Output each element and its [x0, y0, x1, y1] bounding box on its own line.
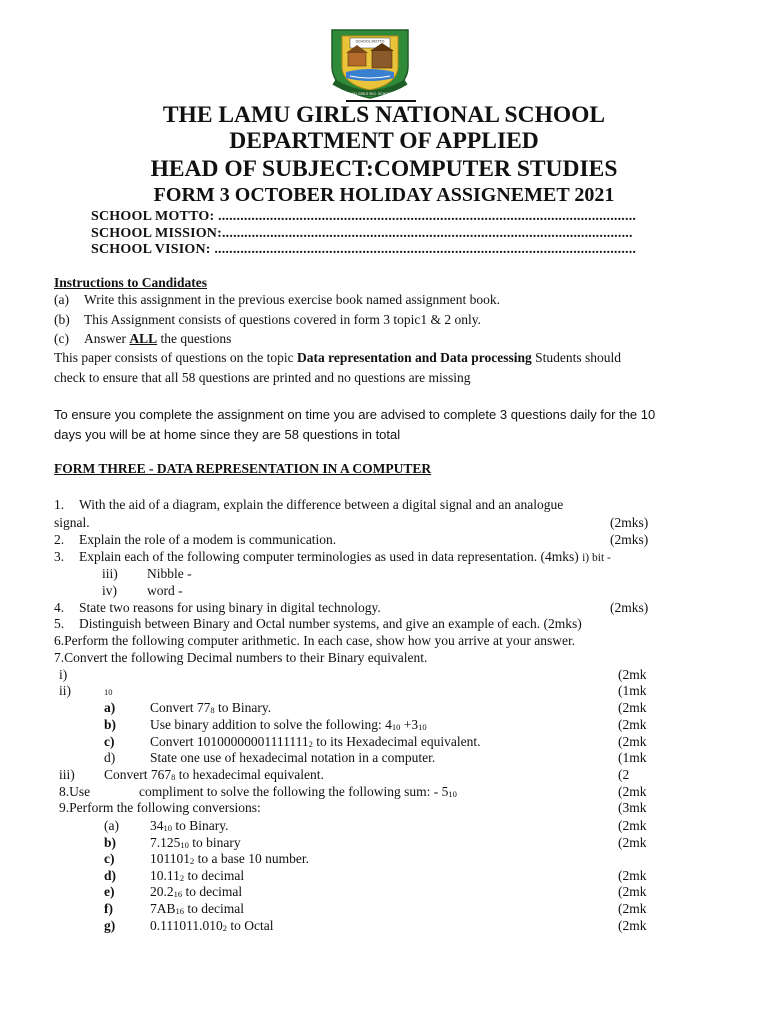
schedule-paragraph-line2: days you will be at home since they are 58 questions in total	[54, 427, 401, 442]
instruction-text-c: Answer ALL the questions	[84, 331, 232, 346]
q4-text: State two reasons for using binary in digital technology.	[79, 600, 381, 615]
q7b-text: Use binary addition to solve the following: $4_{10} +3_{10}$	[150, 717, 427, 732]
school-vision-line: SCHOOL VISION: ..................................................................................................................	[91, 242, 637, 257]
topic-paragraph-line1: This paper consists of questions on the topic Data representation and Data processing Students should	[54, 350, 621, 365]
q7a-label: a)	[104, 700, 116, 715]
q7-text: 7.Convert the following Decimal numbers to their Binary equivalent.	[54, 650, 428, 665]
instructions-heading: Instructions to Candidates	[54, 275, 208, 290]
q9g-text: $0.111011.010_2$ to Octal	[150, 918, 274, 933]
q3-text: Explain each of the following computer terminologies as used in data representation. (4mks) i) bit -	[79, 549, 611, 564]
q7b-marks: (2mk	[618, 717, 647, 732]
q5-text: Distinguish between Binary and Octal number systems, and give an example of each. (2mks)	[79, 616, 582, 631]
q9e-label: e)	[104, 884, 115, 899]
q9b-text: $7.125_{10}$ to binary	[150, 835, 241, 850]
subject-head-title: HEAD OF SUBJECT:COMPUTER STUDIES	[150, 156, 618, 182]
q7d-label: d)	[104, 750, 116, 765]
schedule-paragraph-line1: To ensure you complete the assignment on time you are advised to complete 3 questions daily for the 10	[54, 407, 656, 422]
instruction-text-b: This Assignment consists of questions covered in form 3 topic1 & 2 only.	[84, 312, 481, 327]
q8-text: compliment to solve the following the following sum: - $5_{10}$	[139, 784, 457, 799]
q9a-marks: (2mk	[618, 818, 647, 833]
q9c-text: $101101_2$ to a base 10 number.	[150, 851, 309, 866]
q3-iii-number: iii)	[102, 566, 118, 581]
q9g-label: g)	[104, 918, 116, 933]
q7-ii-number: ii)	[59, 683, 71, 698]
q9d-text: $10.11_2$ to decimal	[150, 868, 245, 883]
q7-iii-text: Convert $767_8$ to hexadecimal equivalent.	[104, 767, 324, 782]
q9f-marks: (2mk	[618, 901, 647, 916]
q9d-marks: (2mk	[618, 868, 647, 883]
q1-text-line1: With the aid of a diagram, explain the difference between a digital signal and an analogue	[79, 497, 564, 512]
q9f-label: f)	[104, 901, 113, 916]
q3-iv-text: word -	[147, 583, 183, 598]
q7b-label: b)	[104, 717, 117, 732]
section-heading: FORM THREE - DATA REPRESENTATION IN A COMPUTER	[54, 461, 432, 476]
q5-number: 5.	[54, 616, 65, 631]
q1-marks: (2mks)	[610, 515, 649, 530]
q9e-text: $20.2_{16}$ to decimal	[150, 884, 243, 899]
q7a-marks: (2mk	[618, 700, 647, 715]
department-title: DEPARTMENT OF APPLIED	[229, 128, 539, 154]
q7-iii-marks: (2	[618, 767, 630, 782]
q7c-label: c)	[104, 734, 115, 749]
instruction-marker-c: (c)	[54, 331, 69, 346]
q4-marks: (2mks)	[610, 600, 649, 615]
crest-ring-text: LAMU GIRLS SEC. SCHOOL	[347, 92, 393, 96]
q2-text: Explain the role of a modem is communication.	[79, 532, 337, 547]
instruction-text-a: Write this assignment in the previous exercise book named assignment book.	[84, 292, 500, 307]
q3-number: 3.	[54, 549, 65, 564]
q9a-text: $34_{10}$ to Binary.	[150, 818, 229, 833]
school-mission-line: SCHOOL MISSION:...............................................................................................................	[91, 226, 633, 241]
q2-marks: (2mks)	[610, 532, 649, 547]
school-name-title: THE LAMU GIRLS NATIONAL SCHOOL	[162, 102, 606, 128]
q9b-label: b)	[104, 835, 117, 850]
q3-iii-text: Nibble -	[147, 566, 192, 581]
q7d-marks: (1mk	[618, 750, 647, 765]
q7-ii-subscript: 10	[104, 687, 113, 697]
q7c-text: Convert $10100000001111111_2$ to its Hexadecimal equivalent.	[150, 734, 481, 749]
school-crest-logo	[324, 26, 416, 100]
q9a-label: (a)	[104, 818, 119, 833]
q4-number: 4.	[54, 600, 65, 615]
q9e-marks: (2mk	[618, 884, 647, 899]
instruction-marker-b: (b)	[54, 312, 70, 327]
q1-text-line2: signal.	[54, 515, 90, 530]
q2-number: 2.	[54, 532, 65, 547]
q9g-marks: (2mk	[618, 918, 647, 933]
q1-number: 1.	[54, 497, 65, 512]
q7-i-marks: (2mk	[618, 667, 647, 682]
q7d-text: State one use of hexadecimal notation in a computer.	[150, 750, 436, 765]
q9b-marks: (2mk	[618, 835, 647, 850]
q9-marks: (3mk	[618, 800, 647, 815]
school-motto-line: SCHOOL MOTTO: .................................................................................................................	[91, 209, 637, 224]
q3-iv-number: iv)	[102, 583, 117, 598]
q7-ii-marks: (1mk	[618, 683, 647, 698]
topic-paragraph-line2: check to ensure that all 58 questions are printed and no questions are missing	[54, 370, 471, 385]
q8-marks: (2mk	[618, 784, 647, 799]
q9d-label: d)	[104, 868, 117, 883]
q6-text: 6.Perform the following computer arithmetic. In each case, show how you arrive at your answer.	[54, 633, 576, 648]
q8-number: 8.Use	[59, 784, 91, 799]
q7-i-number: i)	[59, 667, 68, 682]
q7c-marks: (2mk	[618, 734, 647, 749]
crest-motto-text: SCHOOL MOTTO	[355, 39, 385, 44]
assignment-title: FORM 3 OCTOBER HOLIDAY ASSIGNEMET 2021	[153, 184, 615, 206]
q9c-label: c)	[104, 851, 115, 866]
q9-text: 9.Perform the following conversions:	[59, 800, 261, 815]
q9f-text: $7AB_{16}$ to decimal	[150, 901, 244, 916]
q7a-text: Convert $77_8$ to Binary.	[150, 700, 272, 715]
instruction-marker-a: (a)	[54, 292, 69, 307]
q7-iii-number: iii)	[59, 767, 75, 782]
